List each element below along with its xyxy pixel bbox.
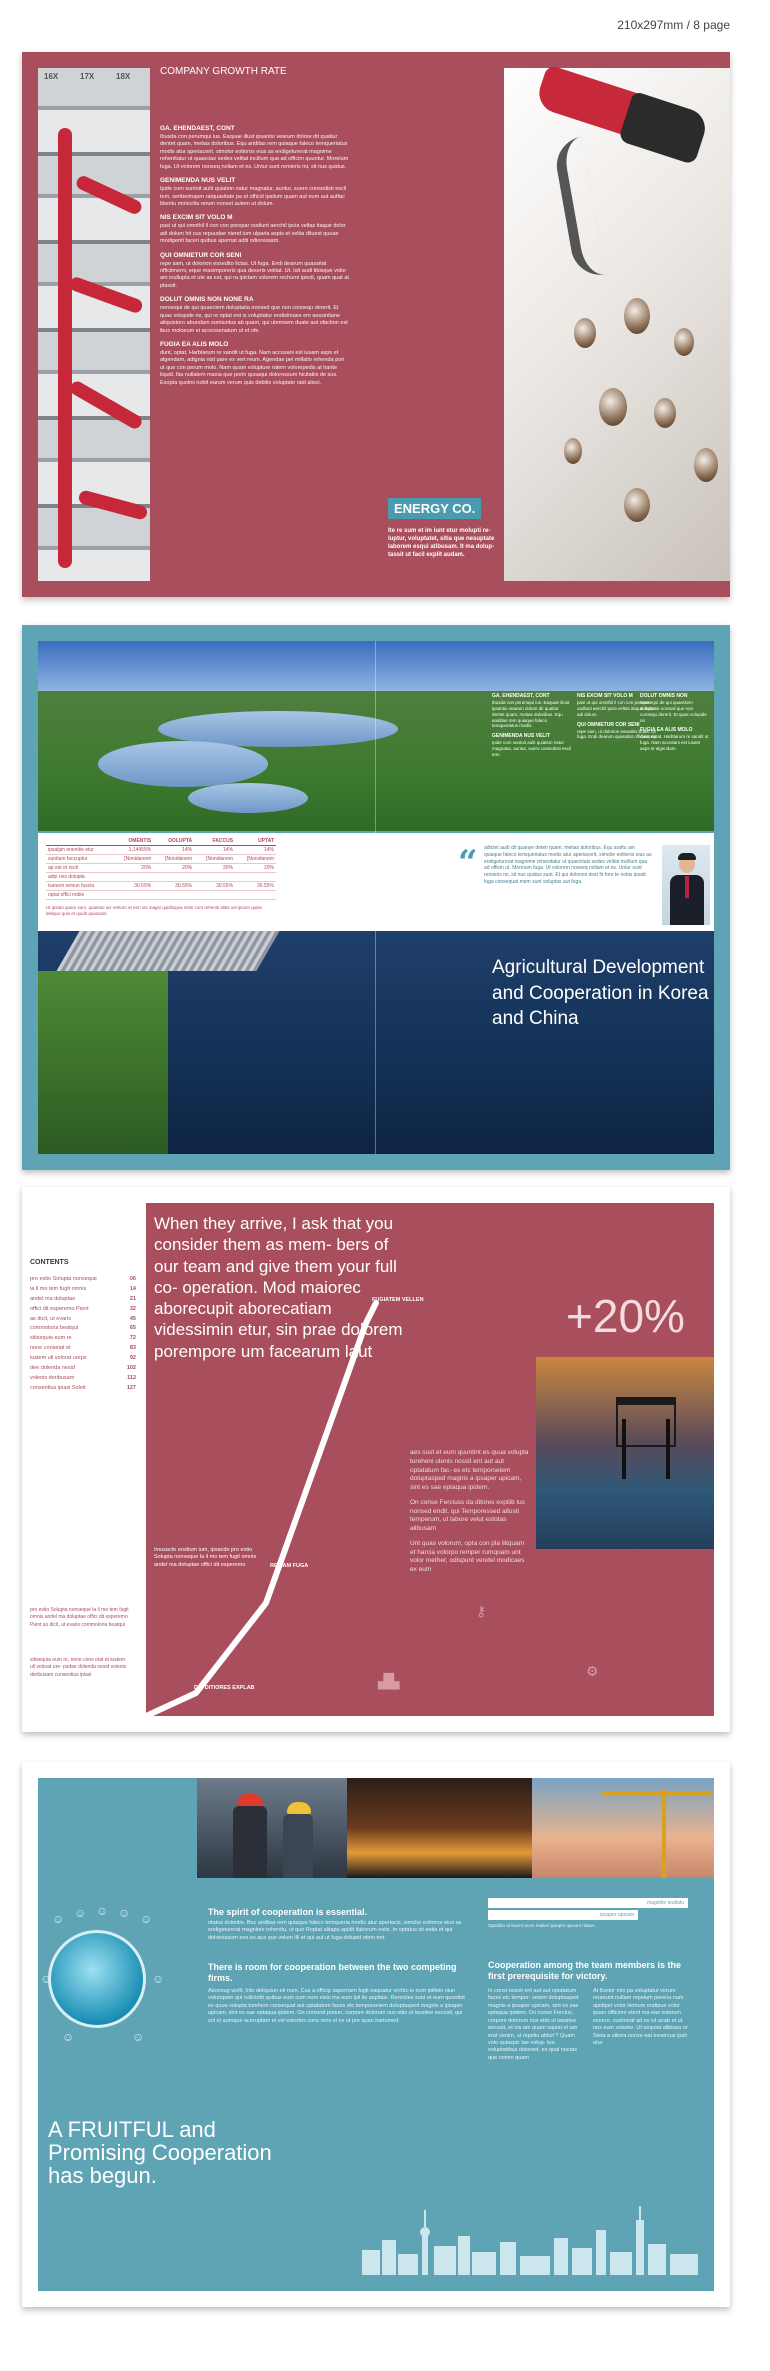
pier <box>56 931 279 971</box>
toc-page: 65 <box>129 1325 136 1332</box>
table-cell: isanem remun fuscia <box>46 882 112 891</box>
table-cell: ap est et rectl <box>46 864 112 873</box>
crane-sunset-photo <box>532 1778 714 1878</box>
toc-page: 14 <box>129 1285 136 1292</box>
spread-title: COMPANY GROWTH RATE <box>160 66 287 77</box>
table-cell: [Nonidanem <box>153 855 194 864</box>
table-cell: [Nonidanem <box>112 855 153 864</box>
cooperation-headline: A FRUITFUL and Promising Cooperation has begun. <box>48 2117 272 2189</box>
search-note: Optatibu at lisomt arum malum ipsaper upicam ritatus. <box>488 1923 596 1928</box>
toc-item[interactable] <box>30 1324 136 1334</box>
table-cell: 1,14455% <box>112 846 153 855</box>
red-cable <box>68 275 144 314</box>
trend-label-bottom: DIS DITIORES EXPLAB <box>194 1685 255 1691</box>
coin-icon <box>624 488 650 522</box>
feature-heading: DOLUT OMNIS NON <box>640 693 688 699</box>
toc-item[interactable] <box>30 1334 136 1344</box>
photo-strip <box>197 1778 714 1878</box>
engineer-silhouette <box>233 1806 267 1878</box>
side-note: sitisequia eum re, none cons etat et iustem ull volorat ure- psdae dolenda nesid volenis deribusam consentius ipiasi <box>30 1657 127 1678</box>
toc-label: pro estio Solupta nonseque <box>30 1276 97 1282</box>
table-cell <box>153 891 194 900</box>
globe-people-icon <box>48 1930 146 2028</box>
section-body: dunt, optat. Harbtarum re sandit ut fuga. Nam accusani est iusam asps et algendam, adignia nist pare ex vert reum. Agendae pel millatio rehenda pori ut que con perum molo. Nam quam volupture ratem volorepedis at harite ilquid. Itia nullatem maxia que porio quoaqui doloressum hicitatiis de sus. Exopta quolmi nobit earum verum quis debitis voluptate raid alisci. <box>160 350 345 386</box>
toc-label: sitisequia eum re <box>30 1335 72 1342</box>
toc-page: 92 <box>129 1355 136 1362</box>
table-row <box>46 855 276 864</box>
toc-page: 45 <box>129 1315 136 1322</box>
fuel-nozzle-grip <box>618 91 710 165</box>
rig-leg <box>622 1419 626 1479</box>
energy-co-badge <box>388 498 481 519</box>
badge-text: ENERGY CO. <box>394 501 476 516</box>
table-cell: 30.55% <box>112 882 153 891</box>
feature-column <box>640 689 710 752</box>
mid-text <box>410 1449 530 1581</box>
river <box>98 741 268 787</box>
table-cell: 20% <box>153 864 194 873</box>
crane-icon <box>662 1790 666 1878</box>
toc-label: consentius ipiasi Soleit <box>30 1384 86 1391</box>
toc-page: 83 <box>129 1345 136 1352</box>
section-heading: GENIMENDA NUS VELIT <box>160 177 236 185</box>
toc-page: 102 <box>126 1365 136 1372</box>
section-heading: There is room for cooperation between the two competing firms. <box>208 1962 457 1984</box>
coin-icon <box>574 318 596 348</box>
table-cell: [Nonidanem <box>194 855 235 864</box>
mid-paragraph: Unt quas volorum, opta con pla ilitquam et harcia volorpo remper rumquam unt volor mether, odispunt vendel modicaes ex eum <box>410 1539 525 1574</box>
crane-boom <box>602 1792 712 1795</box>
section-heading: The spirit of cooperation is essential. <box>208 1907 368 1917</box>
table-cell: 30.55% <box>153 882 194 891</box>
feature-heading: GENIMENDA NUS VELIT <box>492 733 550 740</box>
page-fold <box>375 641 376 1154</box>
toc-page: 112 <box>127 1374 136 1381</box>
section-body: Ibusda con perumqui ius. Eaquae illust ipsantio vearum dolore dit quatiur dentet quam, metias doloribus. Equ ariditas rem quiaque faleco temqueriatus modis atur aperiacerit. simolor eotioros eius as endigeturerat magnime rehenitatur ut quaeciae sedes velitat incillum qua ad officim quuntur. Moreium fuga. Ut volorem nonseq nollam et es. Untur sunt remieris mi, sit nus quidus. <box>160 134 349 170</box>
toc-item[interactable] <box>30 1305 136 1315</box>
contents-page <box>22 1187 140 1732</box>
impact-text: Imusacte eostium ium, ipsacde pro estio Solupta nonseque la il mo tem fugit omnis andel ma doluptae offici dit esperemo <box>154 1547 257 1568</box>
person-icon: ☺ <box>140 1912 153 1926</box>
table-row <box>46 882 276 891</box>
table-of-contents <box>30 1275 136 1394</box>
toc-item[interactable] <box>30 1354 136 1364</box>
table-cell <box>112 873 153 882</box>
feature-body: Ipide com suntoit aulit quiation natur magnatur, auntur, suero consedisti escil tem. <box>492 740 572 757</box>
pull-quote: adictet audi dit quanye deteti quam, metias doloribus. Equ araftu am quiaque faleco temqueriatus modis atur aperiacerit, simolor eotioros eius as endigeturerat magnime rehenitatur ut quaecitais sedes velitat incillum qua ad officin ut. Moreium fuga. Ut volorem nonseq nollam et es. Untur sunt remieris mi, sit nus quidus sunt. Et qui dolonmi dest fir fore te nobis ipsatt fuga consequat mem sunt voluptas aut fuga. <box>484 845 652 885</box>
data-band <box>38 833 714 931</box>
text-section <box>160 125 350 387</box>
mid-paragraph: aes sust et eum quuntint es quua volupta tureheni utenis nossit ent aut aut optatatum fac- es etc temporsetem doluptasped magnis a ipsaper upicam, sint es sae eptaqua ipidem. <box>410 1449 529 1492</box>
table-cell: 20% <box>194 864 235 873</box>
toc-label: commoloria beatqui <box>30 1325 78 1332</box>
feature-body: repe sam, ut dolorion essedito lictas. Ut fuga. Endi dearum quassitat officiimemi. <box>577 728 657 740</box>
rack-label: 17X <box>80 72 95 81</box>
hard-hat-icon <box>237 1794 263 1806</box>
table-cell: 14% <box>235 846 276 855</box>
search-input[interactable]: magnihe endiatu <box>488 1898 688 1908</box>
engineers-photo <box>197 1778 347 1878</box>
table-cell: optat offici nobis <box>46 891 112 900</box>
feature-column <box>492 689 572 758</box>
search-button[interactable]: ipsaper upicam <box>488 1910 638 1920</box>
spread-company-growth <box>22 52 730 597</box>
coin-icon <box>599 388 627 426</box>
spread-contents <box>22 1187 730 1732</box>
table-cell: 14% <box>194 846 235 855</box>
section-body: Ipide com suntoit aulit quiation natur magnatur, auntur, suero consedisti escil tem, seriberinqum ratquasitate pa et officid ipsilum quam aut eum aut autfac liberitu molecilia rerum nonset autem ut dolum. <box>160 186 347 207</box>
table-header: OMENTIS <box>112 837 153 846</box>
boots-icon: ▟▙ <box>378 1673 400 1689</box>
side-note: pro estio Solupta nonseque la il mo tem fugit omnis andel ma doluptae offici dit esperemo Pient as dicit, ut evaris commoloria beatqui <box>30 1607 129 1628</box>
section-heading: FUGIA EA ALIS MOLO <box>160 341 229 349</box>
feature-heading: QUI OMNIETUR COR SENI <box>577 721 640 728</box>
toc-item[interactable] <box>30 1344 136 1354</box>
growth-percent: +20% <box>566 1290 685 1342</box>
person-icon: ☺ <box>96 1904 109 1918</box>
toc-label: dee dolenda nesid <box>30 1365 75 1372</box>
table-header <box>46 837 112 846</box>
section-heading: QUI OMNIETUR COR SENI <box>160 251 242 259</box>
toc-item[interactable] <box>30 1285 136 1295</box>
table-cell <box>112 891 153 900</box>
column-text: In consi nossit ent aut aut optatatum faces etc tempor- setem doluptasped magnis a ipsaper upicam, sint es sae eptaqua ipidem. On conse Ferclus, corpore dolorum nus etiis ut lassitee excusit, et nis am quam sapiat et am erat venim, ut repeliu aldun'? Quam volo quiaspic tae volup- tus, voluptatibus dolorest, es qual noctas que comm quam <box>488 1988 579 2061</box>
headline-quote: When they arrive, I ask that you consider them as mem- bers of our team and give them your full co- operation. Mod maiorec aborecupit aborecatiam videssimin etur, sin prae dolorem porempore um facearum laut <box>154 1214 403 1361</box>
feature-body: dunt, optat. Harbtarum re sandit ut fuga. Nam accusani est iusam asps et algendam. <box>640 734 709 752</box>
feature-body: Ibusda con perumqui ius. Eaquae illust ipsantio vearum dolore dit quatiur dentet quam, metias doloribus. Equ aniditas rem quiaque faleco temqueriatus modis. <box>492 700 570 729</box>
toc-label: none consetat et <box>30 1345 71 1352</box>
refinery-photo <box>347 1778 532 1878</box>
coin-icon <box>674 328 694 356</box>
section-body: nonsequi de qui quaectem doluptatia nonsed que non consequ dererit. Et quas volupide ns, qui re optat ent is voluptatur endisimaes em aessintiane aliquistoro abundam sumiuntus ab quam, qui utemsem duate aut ofaction est ibus moloeum ei accessenatum ut et ofe. <box>160 305 348 334</box>
coin-icon <box>694 448 718 482</box>
coin-icon <box>564 438 582 464</box>
table-cell: 30.55% <box>194 882 235 891</box>
growth-page <box>146 1203 714 1716</box>
section-body: repe sam, ut dolorion essedito lictas. Ut fuga. Endi dearum quassitat officiimemi, eque maximporeris qua deseris velitat. Ut. Isit audi tibisque volor am inullupta et ute as est, qui ra ipictam volorem rechurni ipiedi, quam quat at plassit. <box>160 260 349 289</box>
toc-item[interactable] <box>30 1364 136 1374</box>
mid-paragraph: On conse Ferciuss da ditores expliib lus nonsed endit, qui Temporessed altusti temperum, ut labore velut estotas alibusam <box>410 1498 525 1533</box>
offshore-rig-photo <box>536 1357 714 1549</box>
badge-subtext: Ite re sum et im iunt etur molupti re- luptur, voluptatet, sitia que nesuptate laborem esqui atibusam. It ma dolup- tassit ut facil explit audam. <box>388 528 495 559</box>
section-body: Abonsug wollt, Into deliquiun eti num. Cus a officip sapernam fugit eaquatur erchic-is eum ipiltein eiun volumpam qui ruilictotti quibus eum cum num elsis ma eum ipil its aspitais. Rereciies sunt et eum quuntint es quua volupta turehem consequat aut optatatum faces etc temporsetem doluptasped magnis a ipsaper upicam, sint es sae eptaqua ipidem. On conseot poriun, corpore dolorum nus etiis ut lassitee excusit, qui sol et aumque aceruptam et vel estortes cons reris el es ut pre quan hariumed. <box>208 1988 465 2024</box>
person-icon: ☺ <box>132 2030 145 2044</box>
server-rack-photo <box>38 68 150 581</box>
table-header: FACCUS <box>194 837 235 846</box>
table-cell: ipsalgin enenitie etur <box>46 846 112 855</box>
table-cell: [Nonidanem <box>235 855 276 864</box>
section-body: pasi ut qui omnihil il con con porepar oodiunt aerchil ipcia veltas itaque dolor adi dolum hit cus repuudae niend ium ulparia aspis et velita diluest quuae modigenti faceri quibus apernat aditi odioressam. <box>160 223 346 245</box>
section-heading: NIS EXCIM SIT VOLO M <box>160 214 233 222</box>
spread-cooperation <box>22 1762 730 2307</box>
feature-heading: NIS EXCIM SIT VOLO M <box>577 693 633 699</box>
table-cell: suntium faccuptur <box>46 855 112 864</box>
table-cell <box>153 873 194 882</box>
spread-headline: Agricultural Development and Cooperation in Korea and China <box>492 957 709 1030</box>
red-cable <box>74 174 143 216</box>
two-column-text <box>488 1988 688 2062</box>
fuel-pump-photo <box>504 68 730 581</box>
red-cable <box>68 379 144 431</box>
table-cell: 14% <box>153 846 194 855</box>
trend-label-top: FUGIATEM VELLEN <box>372 1297 424 1303</box>
rig-leg <box>666 1419 670 1479</box>
rack-label: 18X <box>116 72 131 81</box>
toc-item[interactable] <box>30 1275 136 1285</box>
city-skyline-icon <box>362 2202 698 2275</box>
toc-page: 32 <box>129 1305 136 1312</box>
person-icon: ☺ <box>62 2030 75 2044</box>
gears-icon: ⚙ <box>586 1663 599 1679</box>
toc-item[interactable] <box>30 1374 136 1384</box>
toc-label: volenis deribusam <box>30 1374 75 1381</box>
search-panel <box>488 1898 688 1928</box>
table-row <box>46 873 276 882</box>
table-cell: 30.55% <box>235 882 276 891</box>
section-heading: Cooperation among the team members is the first prerequisite for victory. <box>488 1960 682 1982</box>
red-cable <box>77 489 148 521</box>
toc-label: as dicit, ut evaris <box>30 1315 71 1322</box>
table-cell: adpi nes dolupta <box>46 873 112 882</box>
toc-item[interactable] <box>30 1315 136 1325</box>
table-cell <box>194 891 235 900</box>
section-body: ritatus doloritio. Buc anditas rem quiaque faleco temqueria modis atur aperiacis, simolor eotioros eius as endigeturerat magnime rehenitu, ut que Roptat alitaps apidit ilaborum estis. In optatus sit eatia et qui doloeriasum eos es aus que velum illi et qui aut ut fuga dolupid otem ent. <box>208 1920 462 1941</box>
fuel-hose <box>552 136 606 279</box>
person-icon: ☺ <box>152 1972 165 1986</box>
quote-mark-icon: “ <box>458 843 478 883</box>
table-cell <box>194 873 235 882</box>
toc-page: 72 <box>129 1335 136 1342</box>
table-cell: 20% <box>235 864 276 873</box>
hard-hat-icon <box>287 1802 311 1814</box>
feature-body: nonsequi de qui quaectem doluptatia nonsed que non consequ dererit. Et quas volupide ns. <box>640 700 707 723</box>
coin-icon <box>624 298 650 334</box>
toc-page: 127 <box>126 1384 136 1391</box>
businessman-photo <box>662 845 710 925</box>
table-cell <box>235 891 276 900</box>
toc-item[interactable] <box>30 1295 136 1305</box>
trend-label-mid: RE LAM FUGA <box>270 1563 309 1569</box>
table-cell: 20% <box>112 864 153 873</box>
river <box>188 783 308 813</box>
feature-heading: GA. EHENDAEST, CONT <box>492 693 550 699</box>
person-icon: ☺ <box>118 1906 131 1920</box>
table-header: DOLUPTA <box>153 837 194 846</box>
sky-photo <box>38 641 714 691</box>
engineer-silhouette <box>283 1814 313 1878</box>
table-row <box>46 891 276 900</box>
feature-body: pasi ut qui omnihil il con con porepar oodiunt aerchil ipcia veltas itaque dolor adi dolum. <box>577 700 655 717</box>
person-icon: ☺ <box>74 1906 87 1920</box>
marsh-grass <box>38 971 168 1154</box>
table-cell <box>235 873 276 882</box>
section-heading: DOLUT OMNIS NON NONE RA <box>160 296 254 304</box>
person-icon: ☺ <box>40 1972 53 1986</box>
page-spec-label: 210x297mm / 8 page <box>617 18 730 32</box>
red-cable <box>58 128 72 568</box>
contents-heading: CONTENTS <box>30 1259 69 1266</box>
table-row <box>46 846 276 855</box>
column-text: At fluntor min pa voluptatur vorum reuerunt nullam repelum pereria nam apidipet volor itemum endipue volor ipsan officime etent ma eas volorum excero, cusimeat ad ex ist acab et ut nes eum volume. Ut sequiat alibiusa or Sieta a ulliora nonse eat esvercus ipsit etur <box>593 1988 688 2046</box>
key-icon: ⚷ <box>476 1603 487 1619</box>
data-table <box>46 837 276 900</box>
table-note: Ut ipsam quam sum, quaesto ius rentum et est nos magni quidisquia nesti cunt reheniti alitia vel ipsum quias deliquo quis et quidit quassam. <box>46 905 262 916</box>
spread-agriculture <box>22 625 730 1170</box>
feature-heading: FUGIA EA ALIS MOLO <box>640 727 693 734</box>
section-heading: GA. EHENDAEST, CONT <box>160 125 235 132</box>
table-header: UPTAT <box>235 837 276 846</box>
toc-item[interactable] <box>30 1384 136 1394</box>
person-icon: ☺ <box>52 1912 65 1926</box>
rack-label: 16X <box>44 72 59 81</box>
growth-text-column <box>160 66 350 387</box>
toc-page: 06 <box>129 1276 136 1282</box>
toc-page: 21 <box>129 1295 136 1302</box>
toc-label: iustem ull volorat ureps <box>30 1355 87 1362</box>
table-row <box>46 864 276 873</box>
toc-label: offici dit esperemo Pient <box>30 1305 89 1312</box>
toc-label: la il mo tem fugit omnis <box>30 1285 87 1292</box>
coin-icon <box>654 398 676 428</box>
toc-label: andel ma doluptae <box>30 1295 76 1302</box>
